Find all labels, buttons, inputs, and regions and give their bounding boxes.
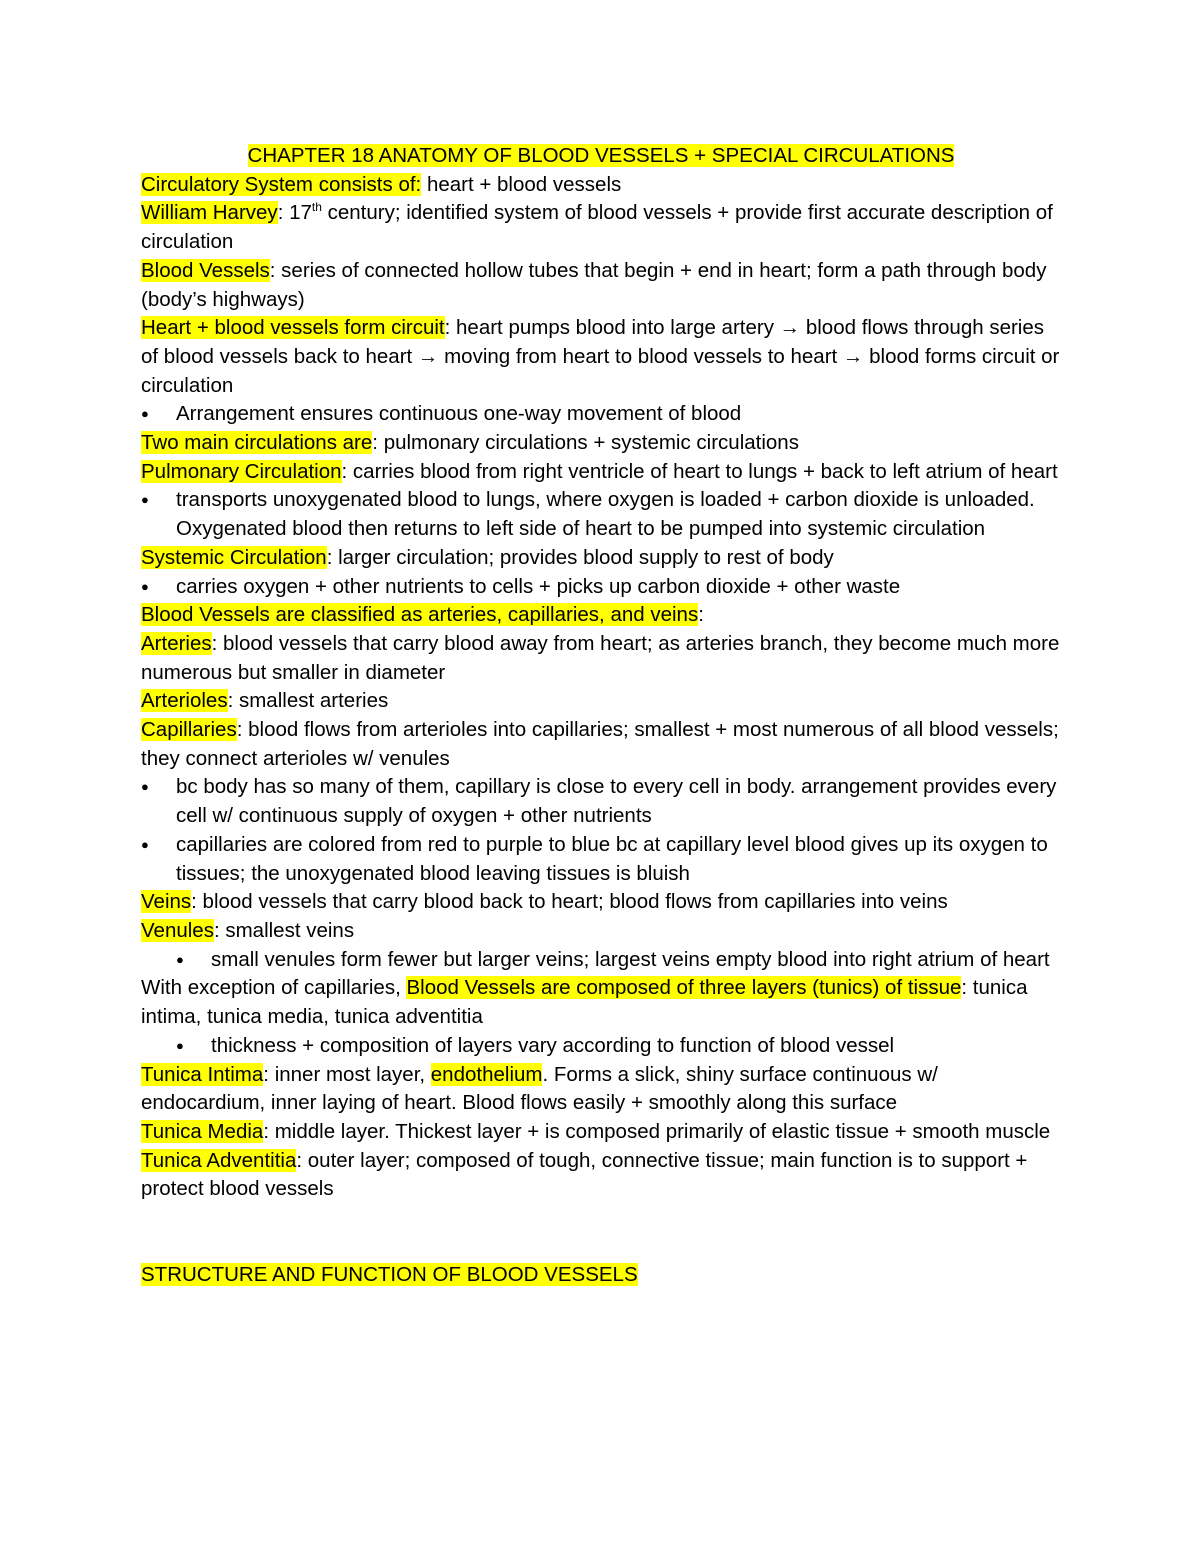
paragraph-text: : outer layer; composed of tough, connective tissue; main function is to support + protect blood vessels: [141, 1148, 1028, 1201]
paragraph-text: : pulmonary circulations + systemic circulations: [372, 431, 799, 455]
paragraph-capillaries: [141, 716, 1061, 773]
highlighted-term: Tunica Adventitia: [141, 1148, 297, 1172]
paragraph-classification: [141, 601, 1061, 630]
paragraph-text: : blood flows from arterioles into capillaries; smallest + most numerous of all blood vessels; they connect arterioles w/ venules: [141, 718, 1059, 770]
highlighted-term: Heart + blood vessels form circuit: [141, 316, 445, 340]
paragraph-text: : smallest arteries: [227, 689, 389, 713]
superscript: th: [311, 200, 322, 215]
highlighted-term: Veins: [141, 890, 192, 914]
bullet-item: ● Arrangement ensures continuous one-way movement of blood: [141, 400, 1061, 429]
paragraph-venules: [141, 917, 1061, 946]
highlighted-heading: STRUCTURE AND FUNCTION OF BLOOD VESSELS: [141, 1263, 638, 1287]
paragraph-text: : 17: [277, 201, 312, 225]
paragraph-arteries: [141, 630, 1061, 687]
paragraph-three-layers: [141, 974, 1061, 1031]
paragraph-tunica-media: [141, 1118, 1061, 1147]
paragraph-text: : series of connected hollow tubes that begin + end in heart; form a path through body (body’s highways): [141, 258, 1047, 311]
paragraph-text: : smallest veins: [213, 918, 355, 942]
bullet-list: [141, 400, 1061, 429]
highlighted-term: Tunica Media: [141, 1119, 264, 1143]
paragraph-pulmonary: [141, 458, 1061, 487]
highlighted-title: CHAPTER 18 ANATOMY OF BLOOD VESSELS + SPECIAL CIRCULATIONS: [247, 144, 955, 167]
paragraph-tunica-intima: [141, 1061, 1061, 1118]
bullet-item: ● small venules form fewer but larger veins; largest veins empty blood into right atrium of heart: [176, 946, 1061, 975]
paragraph-text: :: [698, 603, 704, 627]
paragraph-heart-circuit: [141, 314, 1061, 400]
document-page: [141, 142, 1061, 1290]
paragraph-text: : heart pumps blood into large artery → blood flows through series of blood vessels back to heart → moving from heart to blood vessels to heart → blood forms circuit or circulation: [141, 316, 1060, 397]
paragraph-two-circulations: [141, 429, 1061, 458]
paragraph-arterioles: [141, 687, 1061, 716]
paragraph-text: : blood vessels that carry blood back to heart; blood flows from capillaries into veins: [191, 890, 948, 914]
paragraph-text: With exception of capillaries,: [141, 976, 407, 1000]
highlighted-term: Capillaries: [141, 718, 237, 742]
highlighted-term: William Harvey: [141, 201, 278, 225]
paragraph-text: : inner most layer,: [263, 1062, 431, 1086]
highlighted-term: Circulatory System consists of:: [141, 172, 422, 196]
bullet-list: [141, 946, 1061, 975]
highlighted-term: Venules: [141, 918, 214, 942]
highlighted-term: endothelium: [430, 1062, 543, 1086]
spacer: [141, 1204, 1061, 1261]
bullet-list: [141, 1032, 1061, 1061]
paragraph-william-harvey: [141, 199, 1061, 256]
bullet-list: [141, 486, 1061, 543]
paragraph-text: : middle layer. Thickest layer + is composed primarily of elastic tissue + smooth muscle: [263, 1119, 1051, 1143]
paragraph-text: . Forms a slick, shiny surface continuous w/ endocardium, inner laying of heart. Blood flows easily + smoothly along this surface: [141, 1062, 938, 1115]
paragraph-blood-vessels: [141, 257, 1061, 314]
bullet-item: ● carries oxygen + other nutrients to cells + picks up carbon dioxide + other waste: [141, 573, 1061, 602]
paragraph-text: century; identified system of blood vessels + provide first accurate description of circulation: [141, 201, 1053, 254]
highlighted-term: Two main circulations are: [141, 431, 373, 455]
highlighted-term: Arterioles: [141, 689, 228, 713]
paragraph-circulatory-system: [141, 171, 1061, 200]
paragraph-text: : carries blood from right ventricle of heart to lungs + back to left atrium of heart: [341, 459, 1058, 483]
bullet-list: [141, 573, 1061, 602]
bullet-item: ● capillaries are colored from red to purple to blue bc at capillary level blood gives up its oxygen to tissues; the unoxygenated blood leaving tissues is bluish: [141, 831, 1061, 888]
paragraph-systemic: [141, 544, 1061, 573]
paragraph-veins: [141, 888, 1061, 917]
bullet-item: ● thickness + composition of layers vary according to function of blood vessel: [176, 1032, 1061, 1061]
section-heading: [141, 1261, 1061, 1290]
paragraph-text: heart + blood vessels: [421, 172, 622, 196]
highlighted-term: Pulmonary Circulation: [141, 459, 342, 483]
paragraph-text: : larger circulation; provides blood supply to rest of body: [326, 545, 834, 569]
highlighted-term: Blood Vessels: [141, 258, 270, 282]
highlighted-term: Blood Vessels are composed of three layers (tunics) of tissue: [406, 976, 962, 1000]
highlighted-term: Arteries: [141, 631, 212, 655]
chapter-title: [141, 142, 1061, 171]
paragraph-text: : blood vessels that carry blood away from heart; as arteries branch, they become much more numerous but smaller in diameter: [141, 631, 1060, 684]
highlighted-term: Blood Vessels are classified as arteries, capillaries, and veins: [141, 603, 699, 627]
highlighted-term: Tunica Intima: [141, 1062, 264, 1086]
bullet-item: ● transports unoxygenated blood to lungs, where oxygen is loaded + carbon dioxide is unloaded. Oxygenated blood then returns to left side of heart to be pumped into systemic circulation: [141, 486, 1061, 543]
bullet-item: ● bc body has so many of them, capillary is close to every cell in body. arrangement provides every cell w/ continuous supply of oxygen + other nutrients: [141, 773, 1061, 830]
bullet-list: [141, 773, 1061, 888]
highlighted-term: Systemic Circulation: [141, 545, 327, 569]
paragraph-text: : tunica intima, tunica media, tunica adventitia: [141, 976, 1028, 1029]
paragraph-tunica-adventitia: [141, 1147, 1061, 1204]
